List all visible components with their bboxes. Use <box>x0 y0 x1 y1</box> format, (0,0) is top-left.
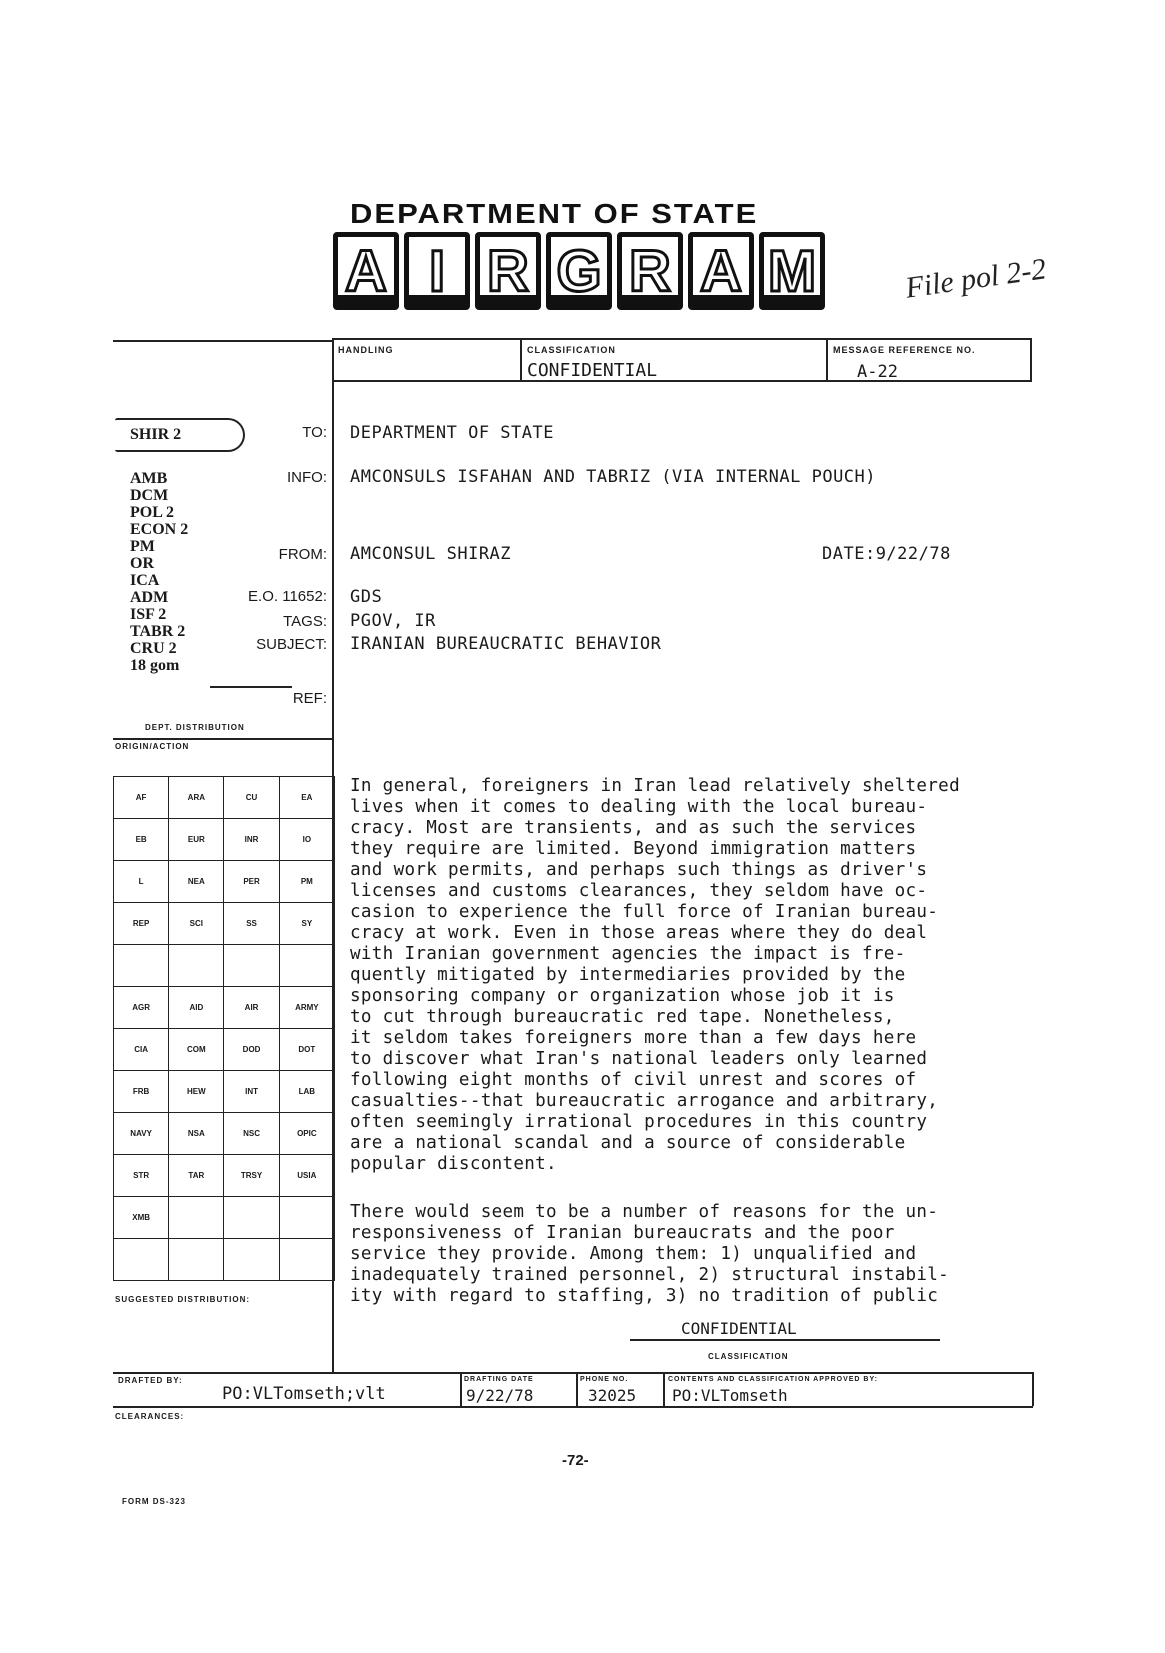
distribution-cell <box>224 1239 279 1281</box>
body-line: often seemingly irrational procedures in this country <box>350 1112 928 1132</box>
footer-class-underline <box>630 1339 940 1341</box>
distribution-cell: OPIC <box>279 1113 334 1155</box>
distribution-cell: REP <box>114 903 169 945</box>
body-line: it seldom takes foreigners more than a few days here <box>350 1028 917 1048</box>
distribution-cell: EA <box>279 777 334 819</box>
date-value: 9/22/78 <box>875 544 951 564</box>
handling-label: HANDLING <box>338 345 394 355</box>
from-value: AMCONSUL SHIRAZ <box>350 544 512 564</box>
ref-label: REF: <box>292 690 327 707</box>
airgram-letter: A <box>688 232 754 310</box>
routing-underline <box>210 686 292 688</box>
routing-item: TABR 2 <box>130 623 186 640</box>
phone-label: PHONE NO. <box>580 1376 629 1383</box>
distribution-cell: EB <box>114 819 169 861</box>
subject-value: IRANIAN BUREAUCRATIC BEHAVIOR <box>350 634 662 654</box>
from-label: FROM: <box>278 546 327 563</box>
distribution-cell: TRSY <box>224 1155 279 1197</box>
distribution-row <box>114 777 335 819</box>
routing-item: ISF 2 <box>130 606 167 623</box>
body-line: cracy. Most are transients, and as such the services <box>350 818 917 838</box>
body-line: ity with regard to staffing, 3) no tradition of public <box>350 1286 939 1306</box>
footer-divider-2 <box>576 1372 578 1406</box>
message-ref-label: MESSAGE REFERENCE NO. <box>833 345 976 355</box>
classification-value: CONFIDENTIAL <box>527 360 658 381</box>
handwritten-file-note: File pol 2-2 <box>903 252 1049 305</box>
distribution-cell: NEA <box>169 861 224 903</box>
distribution-cell: PER <box>224 861 279 903</box>
page-number: -72- <box>562 1452 589 1469</box>
distribution-row <box>114 861 335 903</box>
origin-action-label: ORIGIN/ACTION <box>115 742 190 751</box>
distribution-row <box>114 1113 335 1155</box>
routing-item: 18 gom <box>130 657 180 674</box>
body-paragraph-1 <box>350 776 960 1175</box>
distribution-cell <box>169 945 224 987</box>
airgram-letter: A <box>333 232 399 310</box>
body-line: and work permits, and perhaps such things as driver's <box>350 860 928 880</box>
info-value: AMCONSULS ISFAHAN AND TABRIZ (VIA INTERNAL POUCH) <box>350 467 877 487</box>
distribution-cell: HEW <box>169 1071 224 1113</box>
routing-item: PM <box>130 538 155 555</box>
distribution-cell: NAVY <box>114 1113 169 1155</box>
distribution-row <box>114 1197 335 1239</box>
footer-divider-1 <box>460 1372 462 1406</box>
distribution-cell <box>279 1239 334 1281</box>
form-number: FORM DS-323 <box>122 1497 186 1506</box>
distribution-row <box>114 1071 335 1113</box>
routing-item: POL 2 <box>130 504 175 521</box>
tags-value: PGOV, IR <box>350 611 436 631</box>
drafting-date-label: DRAFTING DATE <box>464 1376 534 1383</box>
distribution-cell <box>169 1239 224 1281</box>
classification-label: CLASSIFICATION <box>527 345 616 355</box>
body-paragraph-2 <box>350 1202 949 1307</box>
body-line: licenses and customs clearances, they seldom have oc- <box>350 881 928 901</box>
airgram-letter: I <box>404 232 470 310</box>
distribution-cell: IO <box>279 819 334 861</box>
distribution-cell: SS <box>224 903 279 945</box>
distribution-cell: TAR <box>169 1155 224 1197</box>
routing-item: OR <box>130 555 154 572</box>
footer-right-rule <box>1032 1372 1034 1406</box>
footer-top-rule <box>113 1372 1033 1374</box>
distribution-row <box>114 945 335 987</box>
distribution-cell: AF <box>114 777 169 819</box>
body-line: with Iranian government agencies the impact is fre- <box>350 944 906 964</box>
drafted-by-label: DRAFTED BY: <box>118 1376 183 1385</box>
distribution-cell: ARA <box>169 777 224 819</box>
body-line: service they provide. Among them: 1) unqualified and <box>350 1244 917 1264</box>
airgram-letter: R <box>617 232 683 310</box>
eo-label: E.O. 11652: <box>248 588 327 605</box>
routing-list <box>130 470 188 674</box>
body-line: responsiveness of Iranian bureaucrats and the poor <box>350 1223 895 1243</box>
body-line: popular discontent. <box>350 1154 557 1174</box>
distribution-cell <box>279 1197 334 1239</box>
distribution-row <box>114 1155 335 1197</box>
clearances-label: CLEARANCES: <box>115 1412 185 1421</box>
body-line: In general, foreigners in Iran lead relatively sheltered <box>350 776 960 796</box>
body-line: casion to experience the full force of Iranian bureau- <box>350 902 939 922</box>
distribution-grid <box>113 776 335 1281</box>
distribution-cell: INR <box>224 819 279 861</box>
date-label: DATE: <box>822 544 876 564</box>
routing-item: CRU 2 <box>130 640 177 657</box>
distribution-cell: L <box>114 861 169 903</box>
distribution-cell: INT <box>224 1071 279 1113</box>
body-line: are a national scandal and a source of considerable <box>350 1133 906 1153</box>
header-bottom-rule <box>332 380 1032 382</box>
routing-item: DCM <box>130 487 169 504</box>
body-line: they require are limited. Beyond immigration matters <box>350 839 917 859</box>
body-line: quently mitigated by intermediaries provided by the <box>350 965 906 985</box>
airgram-letter: R <box>475 232 541 310</box>
info-label: INFO: <box>287 469 327 486</box>
tags-label: TAGS: <box>283 613 327 630</box>
eo-value: GDS <box>350 587 383 607</box>
phone-value: 32025 <box>588 1386 637 1405</box>
distribution-cell: XMB <box>114 1197 169 1239</box>
distribution-cell <box>114 1239 169 1281</box>
distribution-row <box>114 987 335 1029</box>
suggested-distribution-label: SUGGESTED DISTRIBUTION: <box>115 1295 251 1304</box>
origin-rule <box>113 738 333 740</box>
approved-label: CONTENTS AND CLASSIFICATION APPROVED BY: <box>668 1376 878 1383</box>
distribution-cell: COM <box>169 1029 224 1071</box>
distribution-cell <box>224 945 279 987</box>
airgram-letter: M <box>759 232 825 310</box>
body-line: casualties--that bureaucratic arrogance and arbitrary, <box>350 1091 939 1111</box>
body-line: to discover what Iran's national leaders only learned <box>350 1049 928 1069</box>
distribution-cell <box>224 1197 279 1239</box>
distribution-row <box>114 903 335 945</box>
distribution-cell: FRB <box>114 1071 169 1113</box>
body-line: following eight months of civil unrest and scores of <box>350 1070 917 1090</box>
body-line: cracy at work. Even in those areas where they do deal <box>350 923 928 943</box>
distribution-cell: NSC <box>224 1113 279 1155</box>
top-left-rule <box>113 340 333 342</box>
top-rule <box>332 338 1032 340</box>
distribution-cell: DOD <box>224 1029 279 1071</box>
routing-stamp: SHIR 2 <box>130 426 182 443</box>
routing-item: ECON 2 <box>130 521 189 538</box>
airgram-letter: G <box>546 232 612 310</box>
distribution-cell <box>279 945 334 987</box>
body-line: lives when it comes to dealing with the local bureau- <box>350 797 928 817</box>
body-line: There would seem to be a number of reasons for the un- <box>350 1202 939 1222</box>
to-value: DEPARTMENT OF STATE <box>350 423 554 443</box>
footer-classification-label: CLASSIFICATION <box>708 1352 789 1361</box>
distribution-row <box>114 1029 335 1071</box>
distribution-cell: AGR <box>114 987 169 1029</box>
distribution-cell: CIA <box>114 1029 169 1071</box>
classification-divider <box>826 338 828 380</box>
body-line: sponsoring company or organization whose job it is <box>350 986 895 1006</box>
dept-distribution-label: DEPT. DISTRIBUTION <box>145 723 245 732</box>
drafting-date-value: 9/22/78 <box>466 1386 534 1405</box>
department-heading: DEPARTMENT OF STATE <box>350 197 759 230</box>
drafted-by-value: PO:VLTomseth;vlt <box>222 1384 386 1404</box>
ref-right-rule <box>1030 338 1032 380</box>
distribution-row <box>114 819 335 861</box>
routing-item: ADM <box>130 589 169 606</box>
distribution-cell: NSA <box>169 1113 224 1155</box>
distribution-cell: STR <box>114 1155 169 1197</box>
footer-classification-value: CONFIDENTIAL <box>681 1319 797 1338</box>
date-field <box>822 544 951 564</box>
footer-bottom-rule <box>113 1406 1033 1408</box>
distribution-cell: CU <box>224 777 279 819</box>
footer-divider-3 <box>663 1372 665 1406</box>
to-label: TO: <box>302 424 327 441</box>
distribution-cell: ARMY <box>279 987 334 1029</box>
subject-label: SUBJECT: <box>256 636 327 653</box>
airgram-title <box>333 232 825 310</box>
distribution-cell: PM <box>279 861 334 903</box>
distribution-cell: SCI <box>169 903 224 945</box>
distribution-cell: AID <box>169 987 224 1029</box>
body-line: inadequately trained personnel, 2) structural instabil- <box>350 1265 950 1285</box>
distribution-cell: USIA <box>279 1155 334 1197</box>
distribution-cell: AIR <box>224 987 279 1029</box>
handling-divider <box>520 338 522 380</box>
distribution-row <box>114 1239 335 1281</box>
distribution-cell: SY <box>279 903 334 945</box>
distribution-cell: DOT <box>279 1029 334 1071</box>
routing-item: ICA <box>130 572 160 589</box>
distribution-cell <box>114 945 169 987</box>
approved-value: PO:VLTomseth <box>672 1386 788 1405</box>
message-ref-value: A-22 <box>857 362 898 382</box>
distribution-cell: EUR <box>169 819 224 861</box>
distribution-cell <box>169 1197 224 1239</box>
routing-item: AMB <box>130 470 168 487</box>
distribution-cell: LAB <box>279 1071 334 1113</box>
body-line: to cut through bureaucratic red tape. Nonetheless, <box>350 1007 895 1027</box>
